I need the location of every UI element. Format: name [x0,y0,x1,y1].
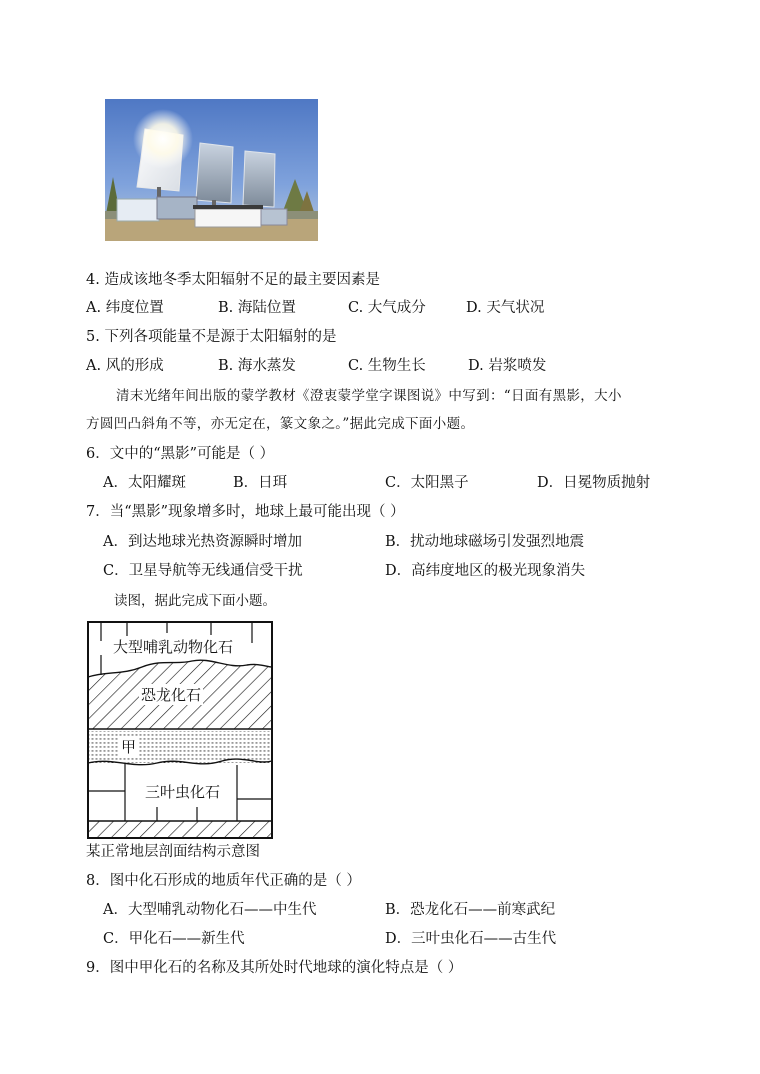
q7-option-c: C．卫星导航等无线通信受干扰 [103,563,303,579]
q8-option-b: B．恐龙化石——前寒武纪 [385,902,556,918]
q7-option-b: B．扰动地球磁场引发强烈地震 [385,534,585,550]
q7-option-a: A．到达地球光热资源瞬时增加 [103,534,302,550]
solar-mirror-photo [105,99,318,241]
q4-option-a: A. 纬度位置 [86,300,164,316]
layer-label-mammal: 大型哺乳动物化石 [113,638,234,656]
q4-stem: 4. 造成该地冬季太阳辐射不足的最主要因素是 [86,272,380,288]
q5-option-a: A. 风的形成 [86,358,164,374]
q4-option-c: C. 大气成分 [348,300,426,316]
strata-diagram [87,621,273,839]
q5-option-d: D. 岩浆喷发 [468,358,547,374]
figure-caption: 某正常地层剖面结构示意图 [86,844,260,860]
q6-option-b: B．日珥 [233,475,288,491]
q4-option-d: D. 天气状况 [466,300,545,316]
q7-stem: 7．当“黑影”现象增多时，地球上最可能出现（ ） [86,504,405,520]
q6-stem: 6．文中的“黑影”可能是（ ） [86,446,275,462]
q8-option-a: A．大型哺乳动物化石——中生代 [103,902,317,918]
q4-option-b: B. 海陆位置 [218,300,296,316]
q6-option-c: C．太阳黑子 [385,475,469,491]
q7-option-d: D．高纬度地区的极光现象消失 [385,563,586,579]
layer-label-dinosaur: 恐龙化石 [141,686,202,704]
passage-1-line-1: 清末光绪年间出版的蒙学教材《澄衷蒙学堂字课图说》中写到：“日面有黑影，大小 [116,388,622,404]
q5-option-c: C. 生物生长 [348,358,426,374]
q5-stem: 5. 下列各项能量不是源于太阳辐射的是 [86,329,337,345]
q6-option-d: D．日冕物质抛射 [537,475,651,491]
q9-stem: 9．图中甲化石的名称及其所处时代地球的演化特点是（ ） [86,960,463,976]
q8-option-d: D．三叶虫化石——古生代 [385,931,557,947]
layer-label-trilobite: 三叶虫化石 [145,783,221,801]
q8-stem: 8．图中化石形成的地质年代正确的是（ ） [86,873,361,889]
passage-2: 读图，据此完成下面小题。 [114,593,276,609]
layer-label-jia: 甲 [121,738,137,756]
passage-1-line-2: 方圆凹凸斜角不等，亦无定在，篆文象之。”据此完成下面小题。 [86,416,475,432]
q5-option-b: B. 海水蒸发 [218,358,296,374]
q6-option-a: A．太阳耀斑 [103,475,186,491]
q8-option-c: C．甲化石——新生代 [103,931,245,947]
